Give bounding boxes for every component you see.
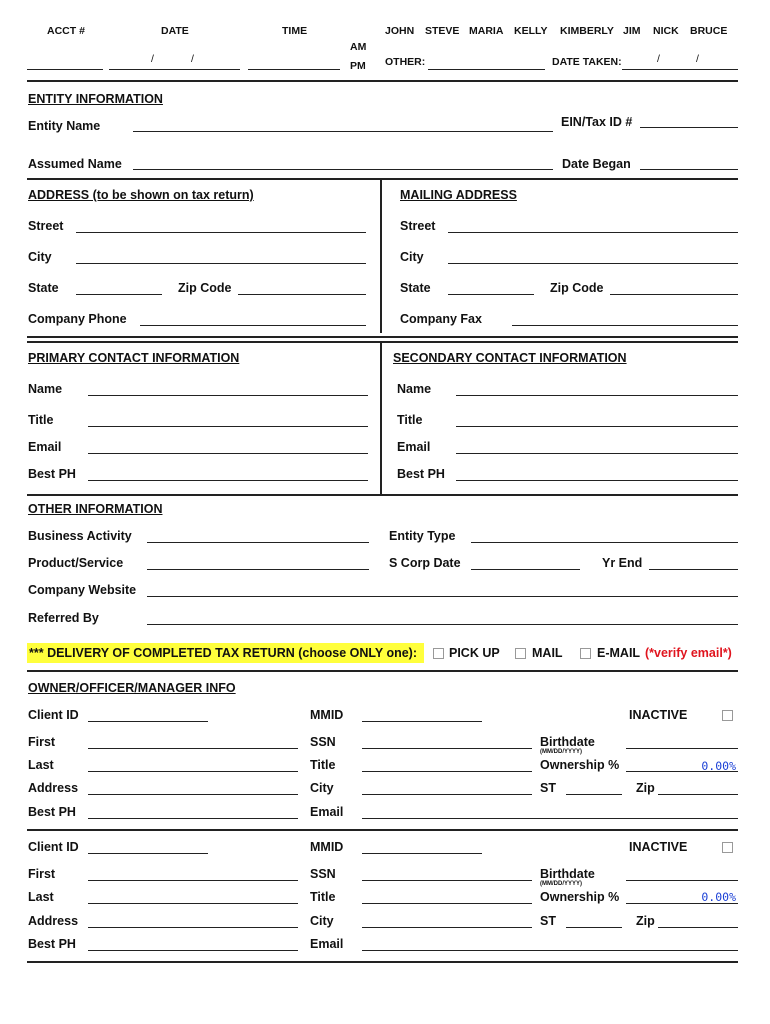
company-phone-label: Company Phone	[28, 312, 127, 326]
owner2-client-id-field[interactable]	[88, 853, 208, 854]
mailing-zip-field[interactable]	[610, 294, 738, 295]
owner1-birthdate-field[interactable]	[626, 748, 738, 749]
primary-email-field[interactable]	[88, 453, 368, 454]
owner-section-title: OWNER/OFFICER/MANAGER INFO	[28, 681, 236, 695]
primary-contact-title: PRIMARY CONTACT INFORMATION	[28, 351, 240, 365]
secondary-contact-title: SECONDARY CONTACT INFORMATION	[393, 351, 627, 365]
entity-type-field[interactable]	[471, 542, 738, 543]
owner2-email-field[interactable]	[362, 950, 738, 951]
owner2-st-label: ST	[540, 914, 556, 928]
secondary-title-field[interactable]	[456, 426, 738, 427]
owner1-st-label: ST	[540, 781, 556, 795]
company-fax-field[interactable]	[512, 325, 738, 326]
owner2-inactive-label: INACTIVE	[629, 840, 688, 854]
owner1-last-label: Last	[28, 758, 54, 772]
primary-title-label: Title	[28, 413, 54, 427]
referred-by-field[interactable]	[147, 624, 738, 625]
address-street-label: Street	[28, 219, 64, 233]
entity-name-field[interactable]	[133, 131, 553, 132]
preparer-steve[interactable]: STEVE	[425, 25, 460, 37]
date-field[interactable]	[109, 69, 240, 70]
preparer-kelly[interactable]: KELLY	[514, 25, 548, 37]
column-divider	[380, 341, 382, 494]
address-zip-field[interactable]	[238, 294, 366, 295]
divider	[27, 336, 738, 338]
owner2-zip-label: Zip	[636, 914, 655, 928]
entity-section-title: ENTITY INFORMATION	[28, 92, 163, 106]
secondary-title-label: Title	[397, 413, 423, 427]
owner2-birthdate-field[interactable]	[626, 880, 738, 881]
secondary-email-label: Email	[397, 440, 431, 454]
owner1-city-label: City	[310, 781, 334, 795]
owner1-phone-field[interactable]	[88, 818, 298, 819]
owner1-zip-field[interactable]	[658, 794, 738, 795]
yr-end-label: Yr End	[602, 556, 643, 570]
primary-phone-field[interactable]	[88, 480, 368, 481]
owner1-title-field[interactable]	[362, 771, 532, 772]
company-website-field[interactable]	[147, 596, 738, 597]
owner1-last-field[interactable]	[88, 771, 298, 772]
owner1-client-id-label: Client ID	[28, 708, 79, 722]
owner1-ssn-label: SSN	[310, 735, 336, 749]
acct-label: ACCT #	[47, 25, 85, 37]
address-section-title: ADDRESS (to be shown on tax return)	[28, 188, 254, 202]
primary-name-field[interactable]	[88, 395, 368, 396]
business-activity-field[interactable]	[147, 542, 369, 543]
divider	[27, 494, 738, 496]
email-label: E-MAIL	[597, 646, 641, 660]
owner2-address-label: Address	[28, 914, 79, 928]
address-city-label: City	[28, 250, 52, 264]
mailing-street-field[interactable]	[448, 232, 738, 233]
verify-email-note: (*verify email*)	[645, 646, 732, 660]
owner1-phone-label: Best PH	[28, 805, 76, 819]
owner1-inactive-label: INACTIVE	[629, 708, 688, 722]
ein-label: EIN/Tax ID #	[561, 115, 633, 129]
owner2-phone-label: Best PH	[28, 937, 76, 951]
date-taken-label: DATE TAKEN:	[552, 56, 622, 68]
other-info-title: OTHER INFORMATION	[28, 502, 163, 516]
owner2-client-id-label: Client ID	[28, 840, 79, 854]
owner1-mmid-label: MMID	[310, 708, 344, 722]
date-began-field[interactable]	[640, 169, 738, 170]
secondary-phone-field[interactable]	[456, 480, 738, 481]
owner2-inactive-checkbox[interactable]	[722, 842, 733, 853]
owner1-address-label: Address	[28, 781, 79, 795]
divider	[27, 961, 738, 963]
secondary-name-label: Name	[397, 382, 432, 396]
owner1-title-label: Title	[310, 758, 336, 772]
owner1-ssn-field[interactable]	[362, 748, 532, 749]
owner1-date-format: (MM/DD/YYYY)	[540, 749, 582, 755]
preparer-john[interactable]: JOHN	[385, 25, 415, 37]
entity-type-label: Entity Type	[389, 529, 456, 543]
preparer-maria[interactable]: MARIA	[469, 25, 504, 37]
primary-email-label: Email	[28, 440, 62, 454]
owner2-ownership-value: 0.00%	[701, 890, 736, 904]
owner1-email-field[interactable]	[362, 818, 738, 819]
secondary-phone-label: Best PH	[397, 467, 445, 481]
owner1-inactive-checkbox[interactable]	[722, 710, 733, 721]
owner2-st-field[interactable]	[566, 927, 622, 928]
business-activity-label: Business Activity	[28, 529, 132, 543]
owner2-first-label: First	[28, 867, 56, 881]
am-label: AM	[350, 41, 367, 53]
owner1-ownership-label: Ownership %	[540, 758, 620, 772]
preparer-bruce[interactable]: BRUCE	[690, 25, 728, 37]
company-website-label: Company Website	[28, 583, 137, 597]
owner1-first-label: First	[28, 735, 56, 749]
company-fax-label: Company Fax	[400, 312, 482, 326]
owner2-title-label: Title	[310, 890, 336, 904]
s-corp-date-field[interactable]	[471, 569, 580, 570]
mailing-city-field[interactable]	[448, 263, 738, 264]
assumed-name-label: Assumed Name	[28, 157, 122, 171]
company-phone-field[interactable]	[140, 325, 366, 326]
product-service-field[interactable]	[147, 569, 369, 570]
yr-end-field[interactable]	[649, 569, 738, 570]
owner2-city-label: City	[310, 914, 334, 928]
pickup-checkbox[interactable]	[433, 648, 444, 659]
date-slash-1: /	[151, 53, 154, 65]
owner1-ownership-value: 0.00%	[701, 759, 736, 773]
owner2-title-field[interactable]	[362, 903, 532, 904]
owner1-email-label: Email	[310, 805, 344, 819]
mail-label: MAIL	[532, 646, 563, 660]
s-corp-date-label: S Corp Date	[389, 556, 461, 570]
referred-by-label: Referred By	[28, 611, 99, 625]
pm-label: PM	[350, 60, 366, 72]
owner2-city-field[interactable]	[362, 927, 532, 928]
date-slash-2: /	[191, 53, 194, 65]
mailing-zip-label: Zip Code	[550, 281, 604, 295]
time-label: TIME	[282, 25, 308, 37]
address-city-field[interactable]	[76, 263, 366, 264]
owner1-first-field[interactable]	[88, 748, 298, 749]
entity-name-label: Entity Name	[28, 119, 101, 133]
date-taken-field[interactable]	[622, 69, 738, 70]
assumed-name-field[interactable]	[133, 169, 553, 170]
owner1-mmid-field[interactable]	[362, 721, 482, 722]
ein-field[interactable]	[640, 127, 738, 128]
address-state-field[interactable]	[76, 294, 162, 295]
owner2-address-field[interactable]	[88, 927, 298, 928]
divider	[27, 670, 738, 672]
preparer-kimberly[interactable]: KIMBERLY	[560, 25, 614, 37]
owner2-last-label: Last	[28, 890, 54, 904]
address-zip-label: Zip Code	[178, 281, 232, 295]
address-state-label: State	[28, 281, 59, 295]
owner2-ssn-field[interactable]	[362, 880, 532, 881]
primary-title-field[interactable]	[88, 426, 368, 427]
primary-phone-label: Best PH	[28, 467, 76, 481]
owner2-mmid-field[interactable]	[362, 853, 482, 854]
owner2-ssn-label: SSN	[310, 867, 336, 881]
owner2-mmid-label: MMID	[310, 840, 344, 854]
owner1-client-id-field[interactable]	[88, 721, 208, 722]
owner1-city-field[interactable]	[362, 794, 532, 795]
divider	[27, 829, 738, 831]
mailing-state-label: State	[400, 281, 431, 295]
owner1-address-field[interactable]	[88, 794, 298, 795]
secondary-name-field[interactable]	[456, 395, 738, 396]
other-field[interactable]	[428, 69, 545, 70]
email-checkbox[interactable]	[580, 648, 591, 659]
owner2-phone-field[interactable]	[88, 950, 298, 951]
mailing-state-field[interactable]	[448, 294, 534, 295]
secondary-email-field[interactable]	[456, 453, 738, 454]
pickup-label: PICK UP	[449, 646, 500, 660]
preparer-jim[interactable]: JIM	[623, 25, 641, 37]
date-label: DATE	[161, 25, 189, 37]
owner2-zip-field[interactable]	[658, 927, 738, 928]
date-taken-slash-2: /	[696, 53, 699, 65]
owner1-birthdate-label: Birthdate	[540, 735, 595, 749]
preparer-nick[interactable]: NICK	[653, 25, 679, 37]
owner2-last-field[interactable]	[88, 903, 298, 904]
delivery-instruction: *** DELIVERY OF COMPLETED TAX RETURN (choose ONLY one):	[29, 646, 418, 660]
divider	[27, 341, 738, 343]
mailing-section-title: MAILING ADDRESS	[400, 188, 517, 202]
owner2-birthdate-label: Birthdate	[540, 867, 595, 881]
divider	[27, 178, 738, 180]
primary-name-label: Name	[28, 382, 63, 396]
mail-checkbox[interactable]	[515, 648, 526, 659]
date-taken-slash-1: /	[657, 53, 660, 65]
owner1-st-field[interactable]	[566, 794, 622, 795]
divider	[27, 80, 738, 82]
other-label: OTHER:	[385, 56, 426, 68]
owner2-email-label: Email	[310, 937, 344, 951]
acct-field[interactable]	[27, 69, 103, 70]
owner2-ownership-label: Ownership %	[540, 890, 620, 904]
owner1-zip-label: Zip	[636, 781, 655, 795]
date-began-label: Date Began	[562, 157, 631, 171]
mailing-street-label: Street	[400, 219, 436, 233]
time-field[interactable]	[248, 69, 340, 70]
owner2-date-format: (MM/DD/YYYY)	[540, 881, 582, 887]
address-street-field[interactable]	[76, 232, 366, 233]
owner2-first-field[interactable]	[88, 880, 298, 881]
column-divider	[380, 178, 382, 333]
product-service-label: Product/Service	[28, 556, 124, 570]
mailing-city-label: City	[400, 250, 424, 264]
